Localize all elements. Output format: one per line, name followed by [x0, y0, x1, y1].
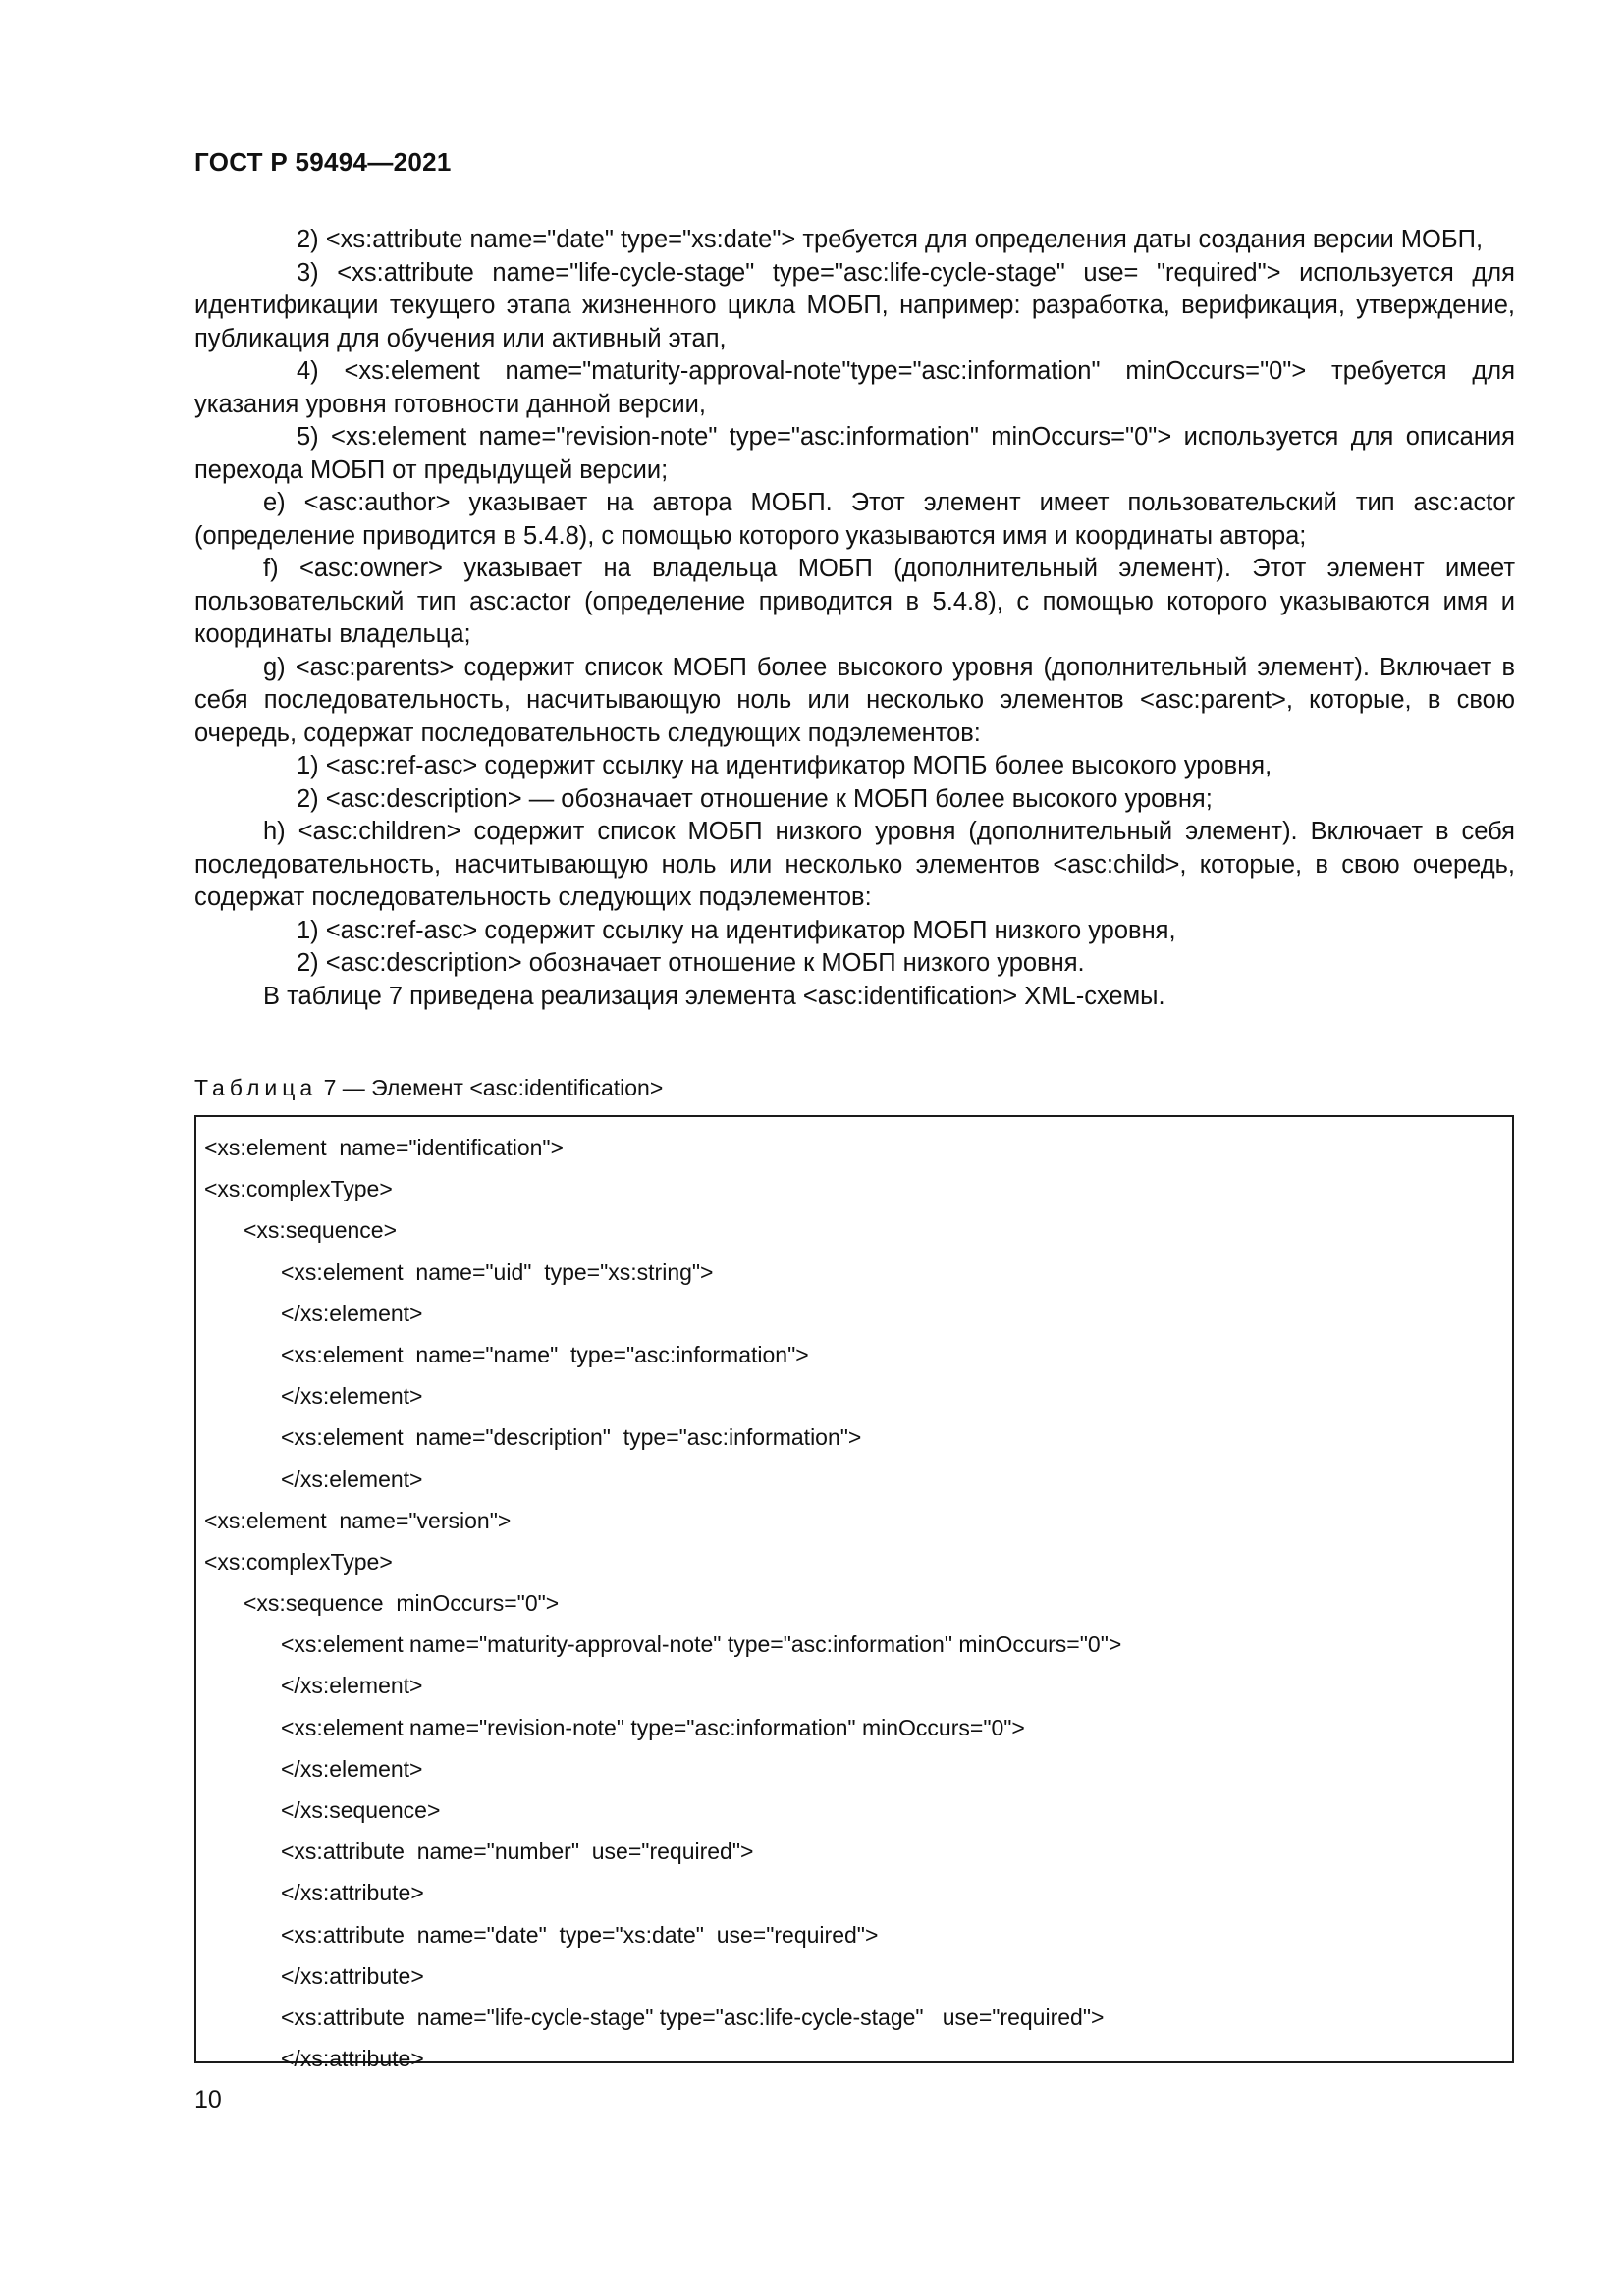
xml-line: <xs:element name="uid" type="xs:string"> [281, 1258, 714, 1285]
xml-line: </xs:element> [281, 1673, 423, 1699]
paragraph: 2) <xs:attribute name="date" type="xs:date"> требуется для определения даты создания версии МОБП, [297, 226, 1484, 253]
xml-line: <xs:element name="maturity-approval-note" type="asc:information" minOccurs="0"> [281, 1631, 1122, 1658]
xml-line: </xs:element> [281, 1300, 423, 1326]
xml-line: <xs:sequence> [244, 1217, 398, 1244]
paragraph: 3) <xs:attribute name="life-cycle-stage" type="asc:life-cycle-stage" use= "required"> используется для идентификации текущего этапа жизненного цикла МОБП, например: разработка, верификация, утверждение, публикация для обучения или активный этап, [194, 258, 1515, 352]
document-header: ГОСТ Р 59494—2021 [194, 147, 452, 177]
xml-line: <xs:complexType> [204, 1176, 393, 1202]
xml-schema-table [194, 1115, 1514, 2072]
xml-line: </xs:sequence> [281, 1797, 441, 1823]
body-text [194, 224, 1515, 1013]
paragraph: 5) <xs:element name="revision-note" type="asc:information" minOccurs="0"> используется для описания перехода МОБП от предыдущей версии; [194, 423, 1515, 484]
xml-line: </xs:element> [281, 1755, 423, 1782]
table-caption-label: Таблица [194, 1075, 318, 1100]
xml-line: <xs:attribute name="date" type="xs:date" use="required"> [281, 1921, 879, 1948]
xml-line: </xs:element> [281, 1383, 423, 1410]
xml-line: <xs:element name="identification"> [204, 1135, 565, 1160]
page-number: 10 [194, 2086, 222, 2113]
table-caption-title: 7 — Элемент <asc:identification> [323, 1075, 664, 1100]
xml-line: </xs:attribute> [281, 1962, 424, 1989]
xml-line: </xs:attribute> [281, 2046, 424, 2072]
xml-line: </xs:attribute> [281, 1880, 424, 1906]
paragraph: 2) <asc:description> обозначает отношение к МОБП низкого уровня. [297, 949, 1085, 977]
paragraph: В таблице 7 приведена реализация элемента <asc:identification> XML-схемы. [263, 982, 1165, 1010]
paragraph: 2) <asc:description> — обозначает отношение к МОБП более высокого уровня; [297, 784, 1213, 813]
paragraph: 1) <asc:ref-asc> содержит ссылку на идентификатор МОПБ более высокого уровня, [297, 752, 1272, 779]
xml-line: <xs:attribute name="number" use="required"> [281, 1839, 754, 1865]
paragraph: f) <asc:owner> указывает на владельца МОБП (дополнительный элемент). Этот элемент имеет пользовательский тип asc:actor (определение приводится в 5.4.8), с помощью которого указываются имя и координаты владельца; [194, 555, 1515, 648]
xml-line: </xs:element> [281, 1466, 423, 1492]
xml-line: <xs:complexType> [204, 1548, 393, 1575]
xml-line: <xs:element name="revision-note" type="asc:information" minOccurs="0"> [281, 1714, 1025, 1740]
paragraph: 4) <xs:element name="maturity-approval-note"type="asc:information" minOccurs="0"> требуется для указания уровня готовности данной версии, [194, 357, 1515, 418]
table-caption [194, 1075, 663, 1101]
xml-line: <xs:element name="version"> [204, 1507, 512, 1533]
paragraph: h) <asc:children> содержит список МОБП низкого уровня (дополнительный элемент). Включает в себя последовательность, насчитывающую ноль или несколько элементов <asc:child>, которые, в свою очередь, содержат последовательность следующих подэлементов: [194, 818, 1515, 911]
paragraph: 1) <asc:ref-asc> содержит ссылку на идентификатор МОБП низкого уровня, [297, 916, 1176, 944]
paragraph: g) <asc:parents> содержит список МОБП более высокого уровня (дополнительный элемент). Включает в себя последовательность, насчитывающую ноль или несколько элементов <asc:parent>, которые, в свою очередь, содержат последовательность следующих подэлементов: [194, 653, 1515, 747]
paragraph: e) <asc:author> указывает на автора МОБП. Этот элемент имеет пользовательский тип asc:actor (определение приводится в 5.4.8), с помощью которого указываются имя и координаты автора; [194, 489, 1515, 550]
xml-line: <xs:sequence minOccurs="0"> [244, 1590, 560, 1617]
xml-line: <xs:attribute name="life-cycle-stage" type="asc:life-cycle-stage" use="required"> [281, 2003, 1105, 2030]
xml-line: <xs:element name="description" type="asc:information"> [281, 1424, 862, 1451]
xml-line: <xs:element name="name" type="asc:information"> [281, 1341, 809, 1367]
